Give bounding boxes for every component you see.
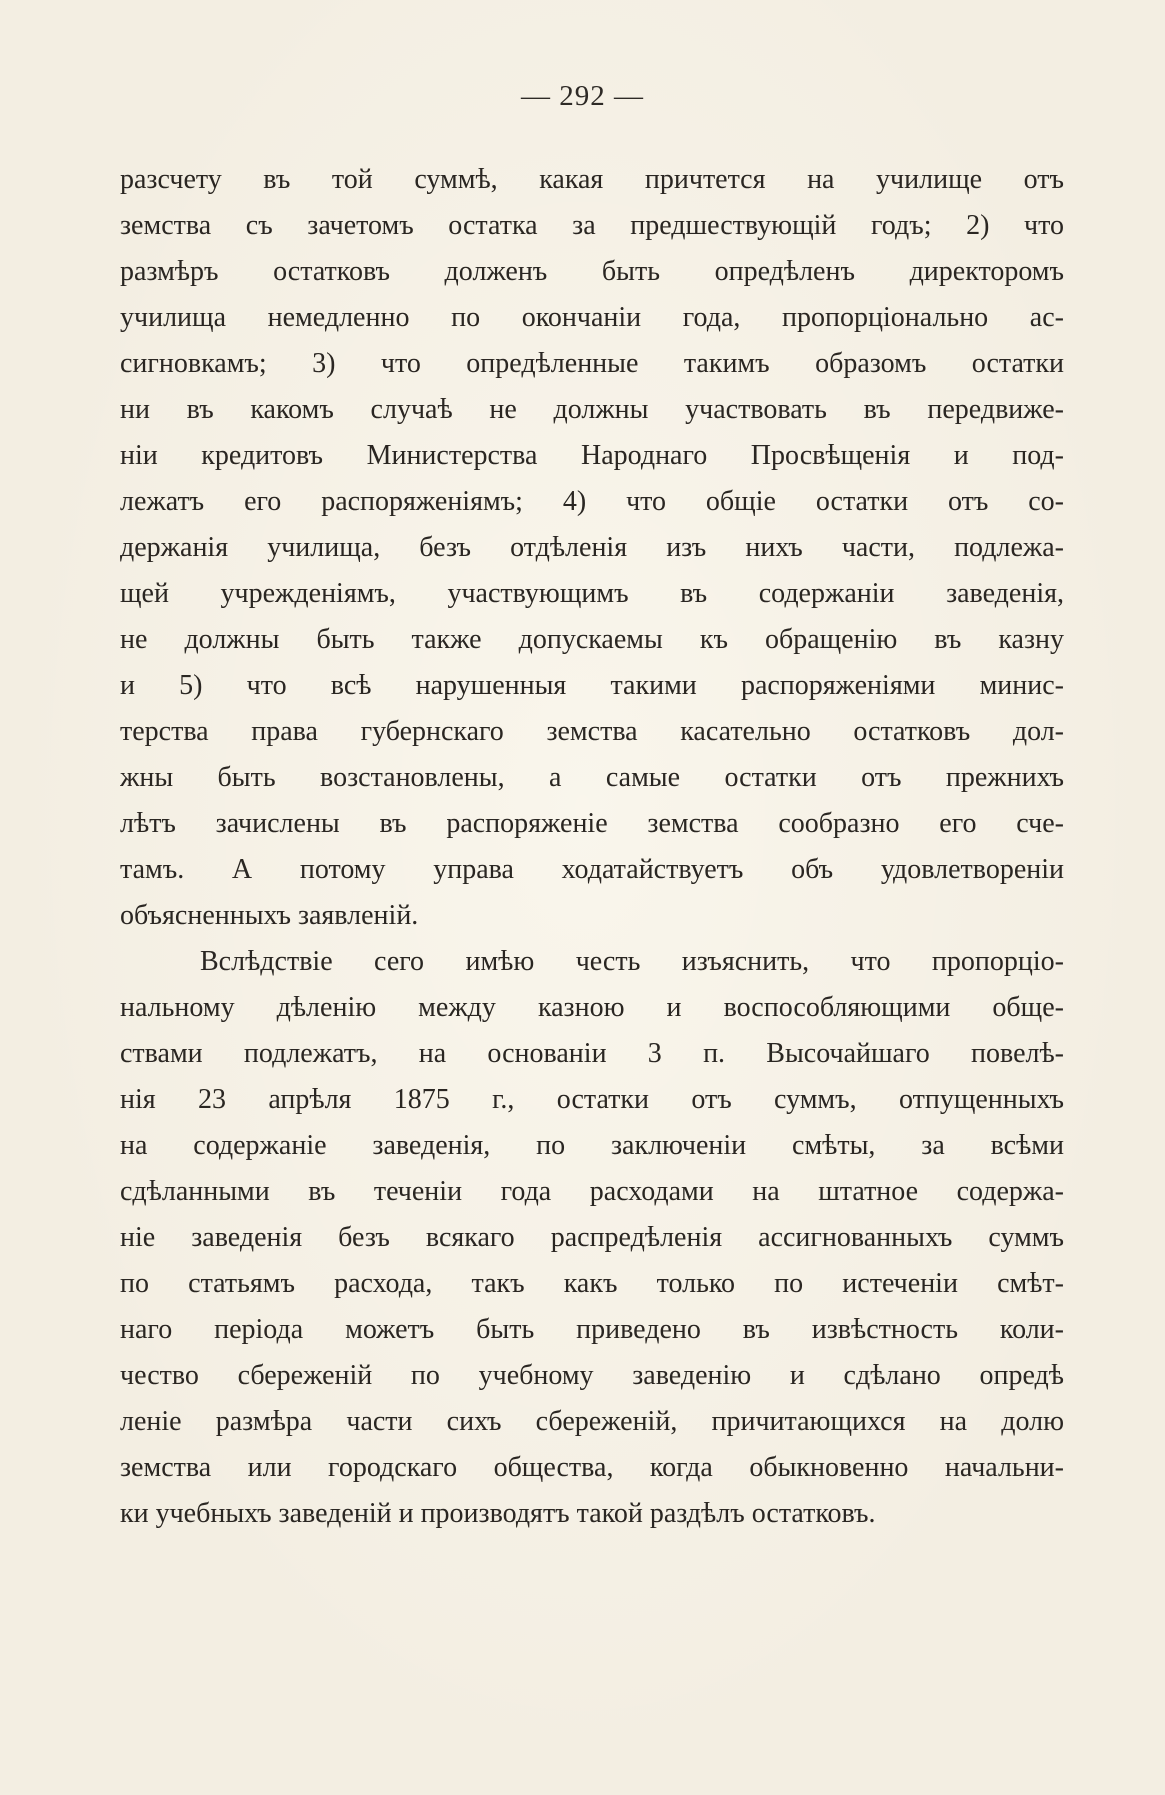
text-line: ніе заведенія безъ всякаго распредѣленія ассигнованныхъ суммъ — [120, 1222, 1064, 1253]
text-line: на содержаніе заведенія, по заключеніи смѣты, за всѣми — [120, 1130, 1064, 1161]
text-line: ни въ какомъ случаѣ не должны участвовать въ передвиже- — [120, 394, 1064, 425]
text-line: лѣтъ зачислены въ распоряженіе земства сообразно его сче- — [120, 808, 1064, 839]
text-line: сигновкамъ; 3) что опредѣленные такимъ образомъ остатки — [120, 348, 1064, 379]
page-number: — 292 — — [521, 80, 644, 112]
paragraph — [120, 157, 1064, 939]
text-line: ніи кредитовъ Министерства Народнаго Просвѣщенія и под- — [120, 440, 1064, 471]
text-line: объясненныхъ заявленій. — [120, 900, 419, 931]
text-line: леніе размѣра части сихъ сбереженій, причитающихся на долю — [120, 1406, 1064, 1437]
text-line: разсчету въ той суммѣ, какая причтется на училище отъ — [120, 164, 1064, 195]
text-line: земства съ зачетомъ остатка за предшествующій годъ; 2) что — [120, 210, 1064, 241]
text-line: тамъ. А потому управа ходатайствуетъ объ удовлетвореніи — [120, 854, 1064, 885]
paragraph — [120, 939, 1064, 1537]
text-line: и 5) что всѣ нарушенныя такими распоряженіями минис- — [120, 670, 1064, 701]
text-line: терства права губернскаго земства касательно остатковъ дол- — [120, 716, 1064, 747]
text-line: держанія училища, безъ отдѣленія изъ нихъ части, подлежа- — [120, 532, 1064, 563]
body-text — [120, 157, 1064, 1537]
text-line: щей учрежденіямъ, участвующимъ въ содержаніи заведенія, — [120, 578, 1064, 609]
text-line: по статьямъ расхода, такъ какъ только по истеченіи смѣт- — [120, 1268, 1064, 1299]
text-line: жны быть возстановлены, а самые остатки отъ прежнихъ — [120, 762, 1064, 793]
text-line: не должны быть также допускаемы къ обращенію въ казну — [120, 624, 1064, 655]
text-line: сдѣланными въ теченіи года расходами на штатное содержа- — [120, 1176, 1064, 1207]
text-line: ки учебныхъ заведеній и производятъ такой раздѣлъ остатковъ. — [120, 1498, 876, 1529]
text-line: наго періода можетъ быть приведено въ извѣстность коли- — [120, 1314, 1064, 1345]
text-line: нія 23 апрѣля 1875 г., остатки отъ суммъ, отпущенныхъ — [120, 1084, 1064, 1115]
text-line: училища немедленно по окончаніи года, пропорціонально ас- — [120, 302, 1064, 333]
text-line: нальному дѣленію между казною и воспособляющими обще- — [120, 992, 1064, 1023]
text-line: размѣръ остатковъ долженъ быть опредѣленъ директоромъ — [120, 256, 1064, 287]
text-line: земства или городскаго общества, когда обыкновенно начальни- — [120, 1452, 1064, 1483]
text-line: лежатъ его распоряженіямъ; 4) что общіе остатки отъ со- — [120, 486, 1064, 517]
text-line: ствами подлежатъ, на основаніи 3 п. Высочайшаго повелѣ- — [120, 1038, 1064, 1069]
text-line: чество сбереженій по учебному заведенію и сдѣлано опредѣ — [120, 1360, 1064, 1391]
text-line: Вслѣдствіе сего имѣю честь изъяснить, что пропорціо- — [200, 946, 1064, 977]
